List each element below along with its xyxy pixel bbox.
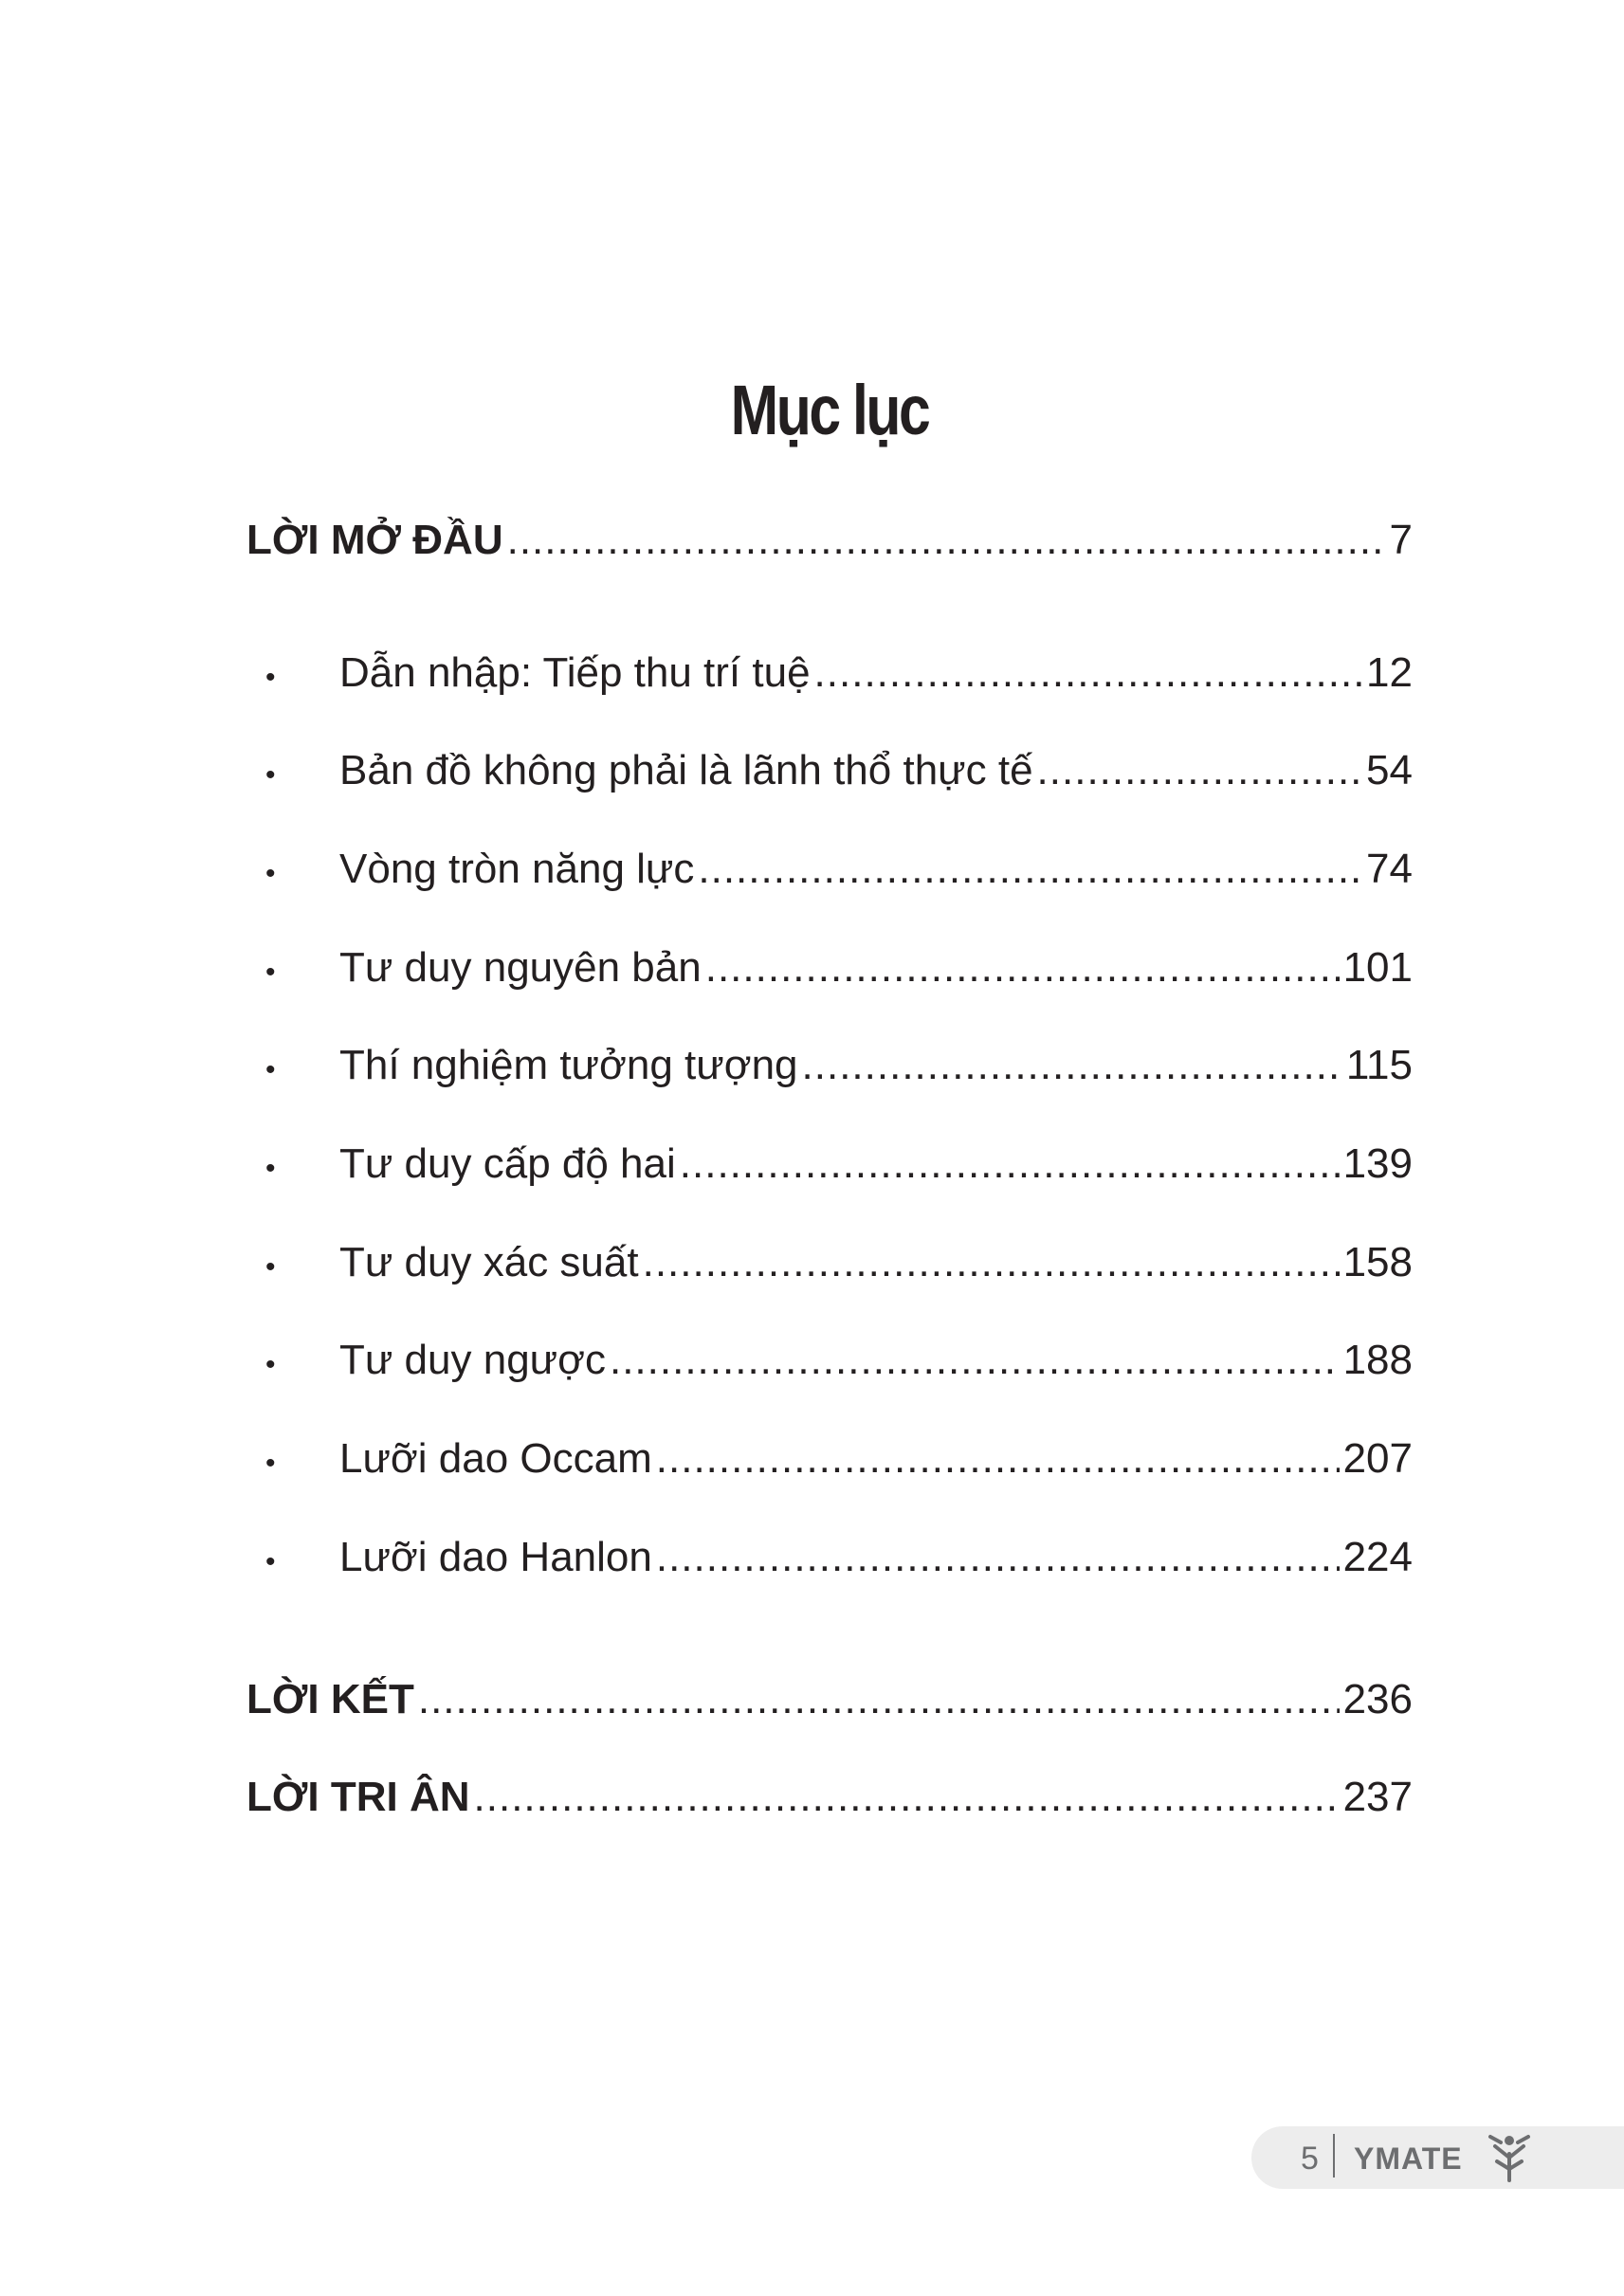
bullet: • xyxy=(265,957,276,988)
dot-leader xyxy=(474,1769,1340,1826)
toc-entry-vong-tron[interactable] xyxy=(246,841,1413,898)
dot-leader xyxy=(656,1529,1340,1586)
toc-entry-cap-do-hai[interactable] xyxy=(246,1136,1413,1193)
toc-entry-title: Lưỡi dao Occam xyxy=(339,1435,652,1482)
bullet: • xyxy=(265,759,276,791)
toc-entry-page: 139 xyxy=(1342,1140,1413,1187)
toc-entry-loi-mo-dau[interactable] xyxy=(246,512,1413,569)
toc-entry-thi-nghiem[interactable] xyxy=(246,1037,1413,1094)
bullet: • xyxy=(265,1546,276,1577)
bullet: • xyxy=(265,1251,276,1283)
toc-entry-page: 158 xyxy=(1342,1239,1413,1285)
dot-leader xyxy=(814,645,1363,702)
toc-entry-page: 115 xyxy=(1345,1042,1413,1088)
toc-entry-page: 101 xyxy=(1342,944,1413,991)
toc-entry-page: 12 xyxy=(1366,649,1413,696)
toc-entry-xac-suat[interactable] xyxy=(246,1234,1413,1291)
toc-entry-page: 188 xyxy=(1342,1337,1413,1383)
toc-entry-title: Dẫn nhập: Tiếp thu trí tuệ xyxy=(339,649,811,696)
toc-entry-tu-duy-nguoc[interactable] xyxy=(246,1332,1413,1389)
bullet: • xyxy=(265,1448,276,1479)
dot-leader xyxy=(802,1037,1342,1094)
bullet: • xyxy=(265,858,276,889)
bullet: • xyxy=(265,1349,276,1380)
toc-entry-page: 224 xyxy=(1342,1534,1413,1580)
toc-entry-title: Tư duy xác suất xyxy=(339,1239,639,1285)
dot-leader xyxy=(418,1671,1340,1728)
footer-divider xyxy=(1333,2134,1335,2178)
toc-entry-title: LỜI MỞ ĐẦU xyxy=(246,517,503,563)
toc-entry-loi-tri-an[interactable] xyxy=(246,1769,1413,1826)
toc-entry-title: LỜI TRI ÂN xyxy=(246,1774,470,1820)
dot-leader xyxy=(656,1430,1340,1487)
toc-entry-dan-nhap[interactable] xyxy=(246,645,1413,702)
toc-entry-page: 7 xyxy=(1389,517,1413,563)
dot-leader xyxy=(705,939,1340,996)
toc-entry-occam[interactable] xyxy=(246,1430,1413,1487)
ymate-logo-icon xyxy=(1482,2129,1537,2184)
dot-leader xyxy=(698,841,1362,898)
bullet: • xyxy=(265,1153,276,1184)
toc-entry-page: 237 xyxy=(1342,1774,1413,1820)
toc-entry-title: LỜI KẾT xyxy=(246,1676,414,1722)
toc-entry-page: 207 xyxy=(1342,1435,1413,1482)
page-number: 5 xyxy=(1301,2141,1319,2177)
toc-entry-page: 236 xyxy=(1342,1676,1413,1722)
bullet: • xyxy=(265,1054,276,1085)
toc-entry-title: Thí nghiệm tưởng tượng xyxy=(339,1042,798,1088)
toc-entry-title: Tư duy ngược xyxy=(339,1337,606,1383)
toc-entry-title: Tư duy cấp độ hai xyxy=(339,1140,676,1187)
dot-leader xyxy=(610,1332,1340,1389)
page-title: Mục lục xyxy=(730,370,929,449)
toc-entry-title: Tư duy nguyên bản xyxy=(339,944,702,991)
toc-entry-title: Lưỡi dao Hanlon xyxy=(339,1534,652,1580)
toc-entry-tu-duy-nguyen-ban[interactable] xyxy=(246,939,1413,996)
dot-leader xyxy=(507,512,1386,569)
bullet: • xyxy=(265,662,276,693)
toc-entry-ban-do[interactable] xyxy=(246,742,1413,799)
dot-leader xyxy=(1037,742,1363,799)
toc-entry-page: 74 xyxy=(1366,846,1413,892)
toc-entry-loi-ket[interactable] xyxy=(246,1671,1413,1728)
toc-entry-page: 54 xyxy=(1366,747,1413,793)
dot-leader xyxy=(643,1234,1340,1291)
toc-entry-title: Vòng tròn năng lực xyxy=(339,846,695,892)
dot-leader xyxy=(680,1136,1340,1193)
brand-name: YMATE xyxy=(1354,2141,1463,2176)
toc-entry-title: Bản đồ không phải là lãnh thổ thực tế xyxy=(339,747,1033,793)
toc-entry-hanlon[interactable] xyxy=(246,1529,1413,1586)
